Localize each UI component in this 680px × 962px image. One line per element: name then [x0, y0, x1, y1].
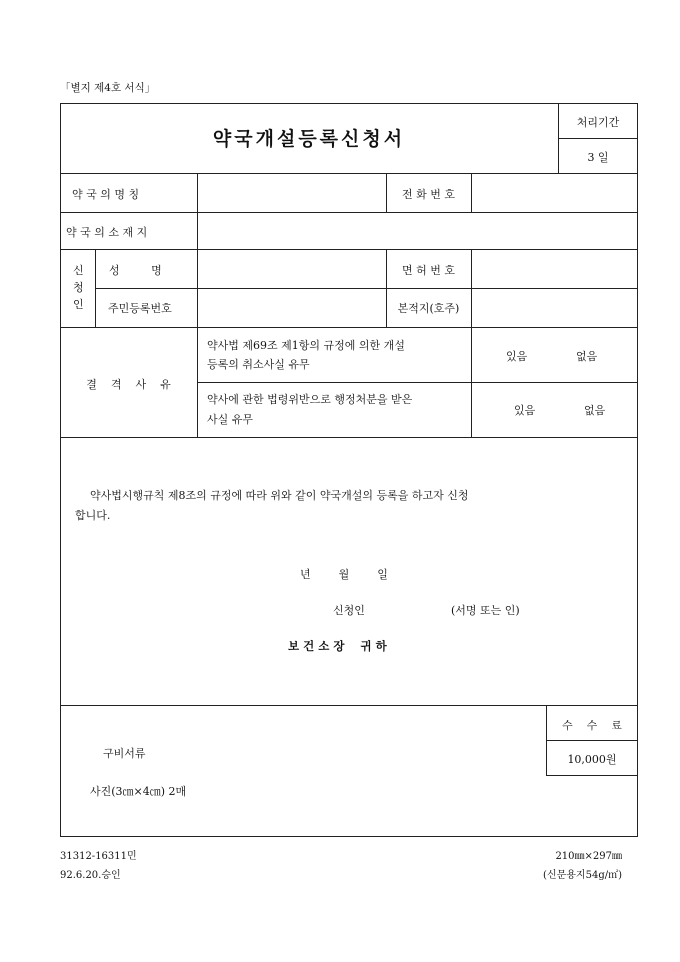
rrn-label: 주민등록번호: [108, 302, 172, 315]
form-title: 약국개설등록신청서: [212, 128, 406, 150]
fee-value: 10,000원: [567, 753, 617, 766]
disqualification-item-text: 등록의 취소사실 유무: [207, 358, 310, 371]
disqualification-label: 결 격 사 유: [86, 378, 171, 391]
disqualification-item-text: 사실 유무: [207, 413, 254, 426]
disqualification-item-text: 약사에 관한 법령위반으로 행정처분을 받은: [207, 393, 413, 406]
disqualification-yes-option[interactable]: 있음: [514, 404, 536, 417]
processing-period-value: 3 일: [587, 151, 609, 164]
application-statement-end: 합니다.: [75, 509, 111, 522]
fee-label: 수 수 료: [562, 719, 622, 732]
application-statement: 약사법시행규칙 제8조의 규정에 따라 위와 같이 약국개설의 등록을 하고자 신청: [90, 489, 469, 502]
paper-size: 210㎜×297㎜: [555, 851, 622, 862]
paper-type: (신문용지54g/㎡): [543, 870, 622, 881]
form-code: 31312-16311민: [60, 851, 137, 862]
disqualification-item-text: 약사법 제69조 제1항의 규정에 의한 개설: [207, 339, 405, 352]
applicant-section-char: 청: [73, 281, 84, 294]
form-number: 「별지 제4호 서식」: [60, 82, 156, 94]
processing-period-label: 처리기간: [576, 116, 620, 129]
recipient-line: 보 건 소 장 귀 하: [288, 639, 387, 653]
applicant-section-char: 신: [73, 264, 84, 277]
disqualification-no-option[interactable]: 없음: [584, 404, 606, 417]
pharmacy-address-label: 약 국 의 소 재 지: [66, 226, 148, 239]
domicile-label: 본적지(호주): [397, 302, 460, 315]
phone-label: 전 화 번 호: [402, 188, 455, 201]
required-documents-item: 사진(3㎝×4㎝) 2매: [90, 785, 187, 798]
disqualification-no-option[interactable]: 없음: [576, 350, 598, 363]
applicant-section-char: 인: [73, 298, 84, 311]
disqualification-yes-option[interactable]: 있음: [506, 350, 528, 363]
approval-date: 92.6.20.승인: [60, 870, 121, 881]
date-line[interactable]: 년 월 일: [300, 568, 388, 581]
applicant-name-label: 성 명: [109, 264, 162, 277]
license-number-label: 면 허 번 호: [402, 264, 455, 277]
pharmacy-name-label: 약 국 의 명 칭: [72, 188, 140, 201]
signature-hint[interactable]: (서명 또는 인): [451, 604, 520, 617]
applicant-signature-label: 신청인: [333, 604, 365, 617]
required-documents-label: 구비서류: [103, 747, 146, 760]
